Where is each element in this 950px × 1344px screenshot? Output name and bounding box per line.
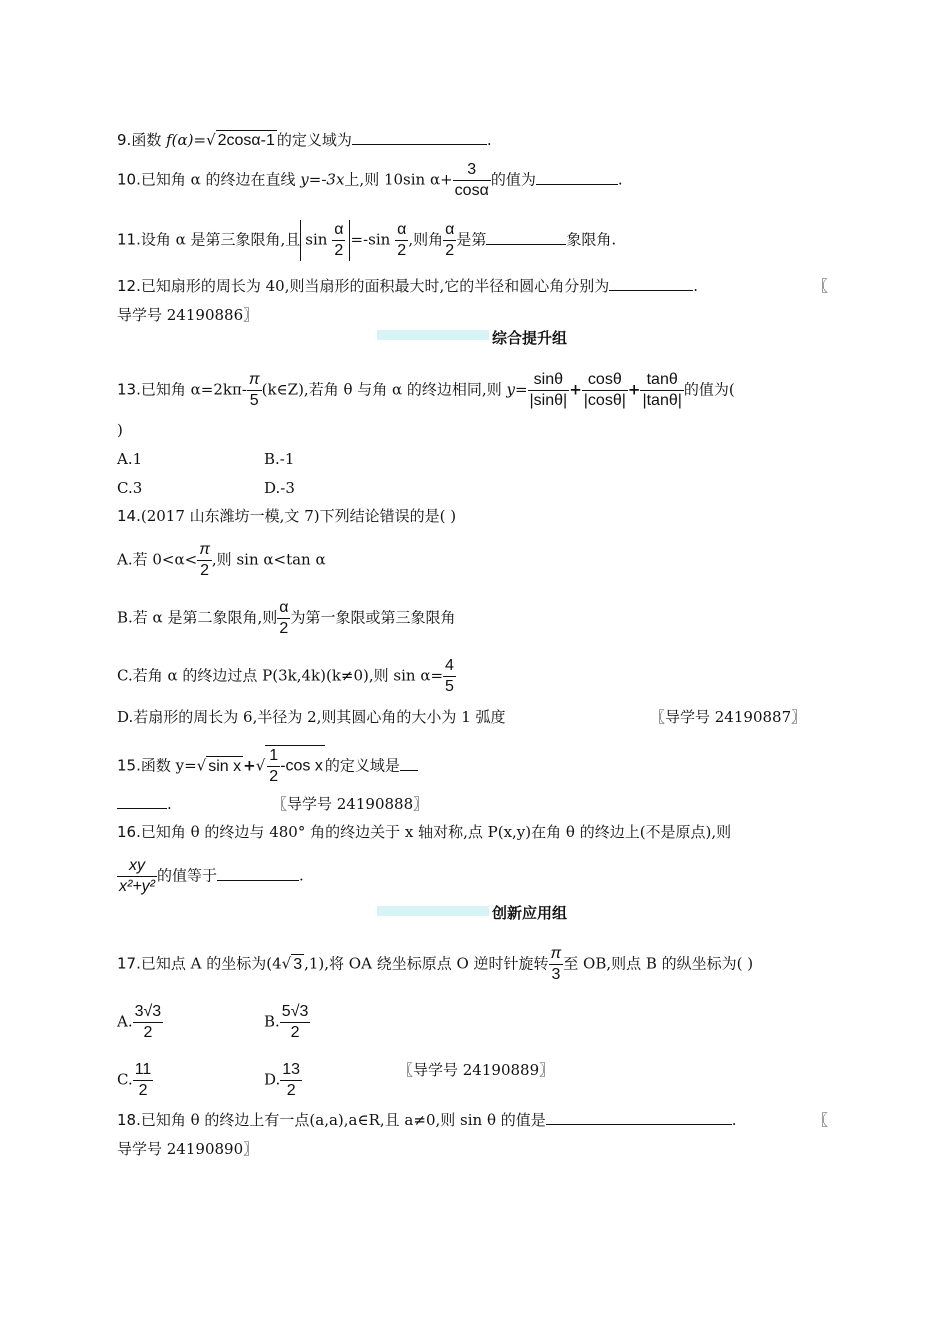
- option-b[interactable]: [117, 598, 456, 639]
- denominator: |tanθ|: [642, 392, 682, 409]
- option-label: A.: [117, 1012, 133, 1031]
- reference-number: 〖导学号 24190888〗: [272, 795, 429, 813]
- option-text: A.若 0<α<: [117, 550, 198, 569]
- question-14: [117, 506, 456, 526]
- fraction: [117, 856, 157, 897]
- option-label: B.: [264, 1012, 280, 1031]
- option-text: 为第一象限或第三象限角: [290, 608, 456, 627]
- numerator: cosθ: [582, 370, 628, 391]
- q16-line2: [117, 856, 304, 897]
- fraction: [247, 370, 262, 411]
- fraction: [443, 220, 456, 261]
- numerator: π: [549, 944, 564, 965]
- q-number: 13.: [117, 380, 141, 399]
- numerator: α: [443, 220, 456, 241]
- denominator: 2: [143, 1024, 153, 1041]
- q-number: 17.: [117, 954, 141, 973]
- fraction: [267, 746, 280, 787]
- fraction: [549, 944, 564, 985]
- radicand-tail: -cos x: [280, 757, 323, 775]
- reference-number: 〖导学号 24190889〗: [398, 1061, 555, 1079]
- formula: f(α)=: [166, 131, 207, 149]
- denominator: 2: [397, 242, 407, 259]
- denominator: 2: [445, 242, 455, 259]
- q-tail: .: [486, 131, 492, 149]
- answer-blank[interactable]: [536, 170, 618, 185]
- reference-number: 导学号 24190890〗: [117, 1140, 259, 1158]
- formula: y=-3x: [300, 170, 345, 189]
- q-text: 函数 y=: [140, 756, 197, 775]
- q-number: 12.: [117, 277, 141, 295]
- denominator: |sinθ|: [529, 392, 568, 409]
- q-number: 10.: [117, 170, 141, 189]
- question-10: [117, 160, 623, 201]
- question-18: [117, 1110, 737, 1130]
- numerator: π: [197, 540, 212, 561]
- numerator: 3: [453, 160, 491, 181]
- q-number: 16.: [117, 823, 141, 841]
- numerator: sinθ: [528, 370, 570, 391]
- q-tail: .: [617, 170, 623, 189]
- option-b[interactable]: B.-1: [264, 450, 295, 468]
- option-d[interactable]: [264, 1060, 302, 1101]
- fraction: [133, 1060, 154, 1101]
- section-title: 综合提升组: [492, 329, 568, 347]
- denominator: 2: [138, 1082, 148, 1099]
- q-text: 已知角 α=2kπ-: [140, 380, 247, 399]
- denominator: 2: [200, 562, 209, 579]
- q-number: 14.: [117, 507, 141, 525]
- denominator: 2: [286, 1082, 296, 1099]
- option-text: ,则 sin α<tan α: [211, 550, 326, 569]
- numerator: 11: [133, 1060, 154, 1081]
- answer-blank[interactable]: [217, 866, 299, 881]
- denominator: |cosθ|: [583, 392, 626, 409]
- q-text: 设角 α 是第三象限角,且: [140, 230, 301, 249]
- plus-sign: +: [627, 380, 641, 399]
- q-text: 的值等于: [157, 866, 218, 885]
- numerator: 1: [267, 746, 280, 767]
- q-text: 的值为(: [683, 380, 735, 399]
- fraction: [640, 370, 683, 411]
- q-tail: .: [167, 795, 172, 813]
- question-9: 9.函数 f(α)=√ 2cosα-1 的定义域为 .: [117, 131, 492, 149]
- q-tail: .: [693, 277, 699, 295]
- fraction: [332, 220, 345, 261]
- q-text: 函数: [131, 131, 167, 149]
- option-c[interactable]: C.3: [117, 479, 143, 497]
- q-text: (2017 山东潍坊一模,文 7)下列结论错误的是( ): [140, 507, 457, 525]
- option-d[interactable]: D.-3: [264, 479, 295, 497]
- answer-blank[interactable]: [400, 756, 418, 771]
- option-c[interactable]: [117, 656, 456, 697]
- radicand: 3: [293, 955, 303, 973]
- close-paren: ): [117, 421, 123, 439]
- q-text: 已知扇形的周长为 40,则当扇形的面积最大时,它的半径和圆心角分别为: [140, 277, 610, 295]
- q-text: 的定义域是: [324, 756, 400, 775]
- plus-sign: +: [243, 756, 256, 775]
- fraction: [277, 598, 290, 639]
- denominator: x²+y²: [119, 878, 155, 895]
- section-band: [377, 906, 489, 916]
- reference-number: 〖导学号 24190887〗: [650, 708, 807, 726]
- q-number: 9.: [117, 131, 132, 149]
- denominator: 2: [269, 768, 279, 785]
- question-13: [117, 370, 735, 411]
- answer-blank[interactable]: [546, 1110, 732, 1125]
- numerator: α: [395, 220, 408, 241]
- option-c[interactable]: [117, 1060, 153, 1101]
- reference-number: 导学号 24190886〗: [117, 306, 259, 324]
- fraction: [280, 1002, 311, 1043]
- answer-blank[interactable]: [117, 794, 167, 809]
- radicand: [265, 745, 325, 787]
- numerator: α: [332, 220, 345, 241]
- absolute-value: [300, 220, 350, 261]
- fraction: [133, 1002, 164, 1043]
- option-a[interactable]: A.1: [117, 450, 143, 468]
- fraction: [443, 656, 456, 697]
- q-tail: .: [731, 1111, 737, 1129]
- denominator: 3: [551, 966, 561, 983]
- numerator: 5√3: [280, 1002, 311, 1023]
- numerator: 13: [280, 1060, 302, 1081]
- q-text: =-sin: [350, 230, 391, 249]
- fraction: [453, 160, 491, 201]
- denominator: 2: [279, 620, 289, 637]
- question-11: [117, 220, 616, 261]
- answer-blank[interactable]: [352, 130, 487, 145]
- question-15: 15.函数 y=√ sin x +√ $\frac{1}{2}$ -cos x 的定义域是: [117, 745, 418, 787]
- question-17: 17.已知点 A 的坐标为(4√ 3 ,1),将 OA 绕坐标原点 O 逆时针旋转 $\frac{\pi}{3}$ 至 OB,则点 B 的纵坐标为( ): [117, 945, 754, 983]
- fraction: [280, 1060, 302, 1101]
- fraction: [395, 220, 408, 261]
- q-text: 象限角.: [566, 230, 617, 249]
- q-text: 已知点 A 的坐标为(4: [140, 954, 282, 973]
- radicand: 2cosα-1: [217, 132, 275, 149]
- q-number: 18.: [117, 1111, 141, 1129]
- formula: y=: [506, 380, 528, 399]
- q-text: 已知角 α 的终边在直线: [140, 170, 301, 189]
- q-text: 上,则 10sin α+: [344, 170, 453, 189]
- q-text: 是第: [456, 230, 487, 249]
- numerator: 3√3: [133, 1002, 164, 1023]
- radicand: sin x: [208, 757, 242, 775]
- sin-label: sin: [305, 230, 328, 249]
- numerator: 4: [443, 656, 456, 677]
- denominator: 2: [290, 1024, 300, 1041]
- q15-line2: [117, 794, 172, 814]
- question-12: [117, 276, 698, 296]
- denominator: 2: [334, 242, 344, 259]
- numerator: α: [277, 598, 290, 619]
- q-text: ,则角: [408, 230, 444, 249]
- denominator: cosα: [454, 182, 489, 199]
- numerator: tanθ: [640, 370, 683, 391]
- q-text: 至 OB,则点 B 的纵坐标为( ): [563, 954, 754, 973]
- option-text: D.若扇形的周长为 6,半径为 2,则其圆心角的大小为 1 弧度: [117, 708, 506, 726]
- option-b[interactable]: [264, 1002, 310, 1043]
- numerator: π: [247, 370, 262, 391]
- option-a[interactable]: [117, 1002, 163, 1043]
- denominator: 5: [249, 392, 259, 409]
- denominator: 5: [445, 678, 454, 695]
- answer-blank[interactable]: [486, 230, 566, 245]
- question-16: [117, 822, 731, 842]
- q-number: 15.: [117, 756, 141, 775]
- q-text: ,1),将 OA 绕坐标原点 O 逆时针旋转: [304, 954, 549, 973]
- plus-sign: +: [569, 380, 582, 399]
- q-number: 11.: [117, 230, 141, 249]
- ref-bracket: 〖: [813, 1111, 829, 1129]
- option-label: C.: [117, 1070, 133, 1089]
- fraction: [197, 540, 212, 581]
- ref-bracket: 〖: [813, 277, 829, 295]
- q-text: (k∈Z),若角 θ 与角 α 的终边相同,则: [261, 380, 507, 399]
- q-text: 已知角 θ 的终边上有一点(a,a),a∈R,且 a≠0,则 sin θ 的值是: [140, 1111, 546, 1129]
- q-tail: .: [299, 866, 304, 885]
- option-a[interactable]: [117, 540, 326, 581]
- option-text: B.若 α 是第二象限角,则: [117, 608, 278, 627]
- section-band: [377, 330, 489, 340]
- q-text: 已知角 θ 的终边与 480° 角的终边关于 x 轴对称,点 P(x,y)在角 θ 的终边上(不是原点),则: [140, 823, 732, 841]
- option-text: C.若角 α 的终边过点 P(3k,4k)(k≠0),则 sin α=: [117, 666, 444, 685]
- q-text: 的定义域为: [276, 131, 352, 149]
- section-title: 创新应用组: [492, 904, 568, 922]
- q-text: 的值为: [490, 170, 536, 189]
- answer-blank[interactable]: [609, 276, 693, 291]
- fraction: [582, 370, 628, 411]
- fraction: [528, 370, 570, 411]
- option-d[interactable]: [117, 707, 506, 727]
- numerator: xy: [117, 856, 157, 877]
- option-label: D.: [264, 1070, 281, 1089]
